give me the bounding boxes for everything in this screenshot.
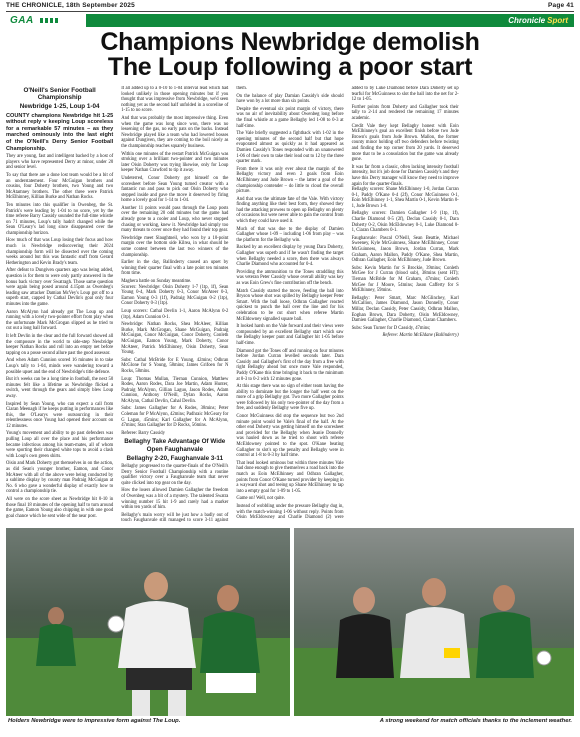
article-paragraph: How much of that was Loup losing their focus and how much is Newbridge rediscovering their 2024 championship form will be dissected over the coming weeks around but this was fantastic stuff from Gerard Hetherington and Kevin Brady's team.: [6, 238, 114, 266]
section-word-chronicle: Chronicle: [508, 16, 546, 25]
article-paragraph: From there it was only ever about the margin of the Bellaghy victory and even 2 goals from Eoin McElhinney and Jude Brown – the latter a goal of the championship contender – do little to cloud the overall picture.: [236, 166, 344, 195]
article-paragraph: Bellaghy's main worry will be just how a badly out of touch Faughanvale still managed to score 3-11 against them.: [121, 86, 247, 524]
article-paragraph: It left Devlin in the clear and the full forward showed all the composure in the world to side-step Newbridge keeper Nathan Rocks and roll into an empty net before tapping on a posse second allure past the good assessor.: [6, 333, 114, 356]
subs-newbridge: Subs: Cathal McBride for E Young, 42mins; Odhran McGlone for S Young, 58mins; James Grifoen for N Rocks, 58mins.: [121, 357, 229, 374]
article-paragraph: And when Adam Cunnion scored 16 minutes in to take Loup's tally to 1-04, minds were wandering toward a possible upset and the end of Newbridge's title defence.: [6, 358, 114, 375]
article-paragraph: It looked harsh on the Vale forward and their views were compounded by an excellent Bellaghy start which saw the Bellaghy keeper punt and Gallagher hit 1-05 before half-time.: [236, 324, 344, 346]
section-word-sport: Sport: [547, 16, 568, 25]
photo-newbridge-match: [6, 528, 290, 716]
scorers-newbridge: Scorers: Newbridge: Oisin Doherty 1-7 (1tp, 1f), Sean Young 0-4, Mark Doherty 0-3, Conor McAteer 0-3, Eamon Young 0-3 (1f), Padraig McGuigan 0-2 (1tp), Conor Doherty 0-3 (1tp).: [121, 284, 229, 307]
section-label: [508, 14, 574, 27]
article-paragraph: And that was the ultimate fate of the Vale. With victory finding anything like their best form, they showed they had the attacking prowess to open up Bellaghy on plenty of occasions but were never able to gain the control from which they could have used it.: [236, 196, 344, 225]
article-paragraph: Young's movement and ability to go past defenders was pulling Loup all over the place and his performance became infectious among his team-mates, all of whom were sporting their changed white tops to avoid a clash with Loup's own green shirts.: [6, 431, 114, 459]
photo-right-image: [294, 528, 574, 716]
photo-left-image: [6, 528, 290, 716]
article-paragraph: On the balance of play Damian Cassidy's side should have won by a lot more than six points.: [236, 93, 344, 105]
article-paragraph: Diamond got the Tones off and running on four minutes before Jordan Curran levelled seconds later. Dara Cassidy and Gallagher's first of the day from a free with right Bellaghy ahead but once more Vale responded, Paddy O'Kane this time bringing it back to the minimum at 0-3 to 0-2 with 12 minutes gone.: [236, 348, 344, 382]
article-paragraph: It all added up to a 0-10 to 1-04 interval lead which had looked unlikely in those opening minutes but if you thought that was impressive from Newbridge, we'd seen nothing yet as the second half unfolded in a scoreline of 1-15 to no score.: [121, 86, 229, 114]
article-paragraph: Game on! Well, not quite.: [236, 496, 285, 502]
team-bellaghy: Bellaghy: Peter Smart, Marc McGlinchey, Karl McCallion, James Diamond, Jason Donnelly, Conor Millar, Declan Cassidy, Peter Cassidy, Odhran Mallon, Eoghan Brown, Dara Doherty, Oisin McEldowney, Damien Gallagher, Charlie Diamond, Ciaran Chambers.: [351, 295, 459, 324]
article-paragraph: At this stage there was no sign of either team having the ability to dominate but the longer the half went on the more of a grip Bellaghy got. Two more Gallagher points were followed by his only two-pointer of the day from a free, and suddenly Bellaghy were five up.: [236, 384, 344, 412]
article-paragraph: Credit Vale they kept Bellaghy honest with Eoin McElhinney's goal an excellent finish before two Jude Brown's goals from Jude Brown. Mallon, the former county minor holding off two defenders before twisting and finding the top corner from 20 yards. It deserved more that to be a consolation but the game was already gone.: [351, 123, 459, 163]
article-paragraph: Within one minutes of the restart Patrick McGuigan was stroking over a brilliant two-pointer and two minutes later Oisin Doherty was trying likewise, only for Loup keeper Nathan Crawford to tip it away.: [121, 151, 229, 174]
article-paragraph: But it's weeks can be a long time in football, the next 50 minutes felt like a lifetime as Newbridge flicked a switch, went through the gears and simply blew Loup away.: [6, 377, 114, 399]
subs-bellaghy: Subs: Sean Turner for D Cassidy, 47mins;: [351, 325, 431, 331]
article-paragraph: Much of that was due to the display of Damien Gallagher whose 1-09 – including 1-06 from play – was the platform for the Bellaghy win.: [236, 226, 344, 243]
referee-2: Referee: Martin McEldane (Ballinderry): [382, 333, 459, 339]
article-paragraph: And that was probably the most impressive thing. Even when the game was long since won, there was no lessening of the gas, no early pats on the backs. Instead Newbridge played like a team who had lowered bosses against Dungiven, they are coming to the boil nicely as the championship reaches squarely business.: [121, 115, 229, 149]
gaa-logo: [6, 14, 86, 27]
article-kicker: O'Neill's Senior Football Championship: [23, 87, 96, 102]
article-paragraph: After defeat to Dungiven quarters ago was being added, question is for them to were only partly answered in the bonus back victory over Swatragh. Those same question were again being posed around 4.15pm as Owenbeg's leading saw attacker Damian McVey's Loup got off to a superb start, capped by Cathal Devlin's goal only four minutes into the game.: [6, 268, 114, 308]
headline-line1: Champions Newbridge demolish: [100, 28, 480, 56]
article-paragraph: It was far from a classic, often lacking intensity football intensity, but it's job done for Damien Cassidy's and they have this Derry manager will know they need to improve again for the quarter-finals.: [351, 164, 459, 187]
article-paragraph: Providing the ammunition to the Tones straddling this was veteran Peter Cassidy whose overall ability was key as was Eoin Grew's fine contribution off the bench.: [236, 269, 344, 286]
headline-line2: The Loup following a poor start: [107, 53, 473, 81]
article-score-line: Newbridge 1-25, Loup 1-04: [19, 103, 100, 111]
page-headline: [6, 30, 574, 80]
article-paragraph: Another 11 points would pass through the Loup posts over the remaining 20 odd minutes but the game had already gone to a cooler and Loup, who never stopped chasing or working, knew it. Newbridge had simply too many threats to cover once they had found their top gear.: [121, 205, 229, 234]
article-paragraph: Bellaghy progressed to the quarter-finals of the O'Neill's Derry Senior Football Championship with a routine qualifier victory over a Faughanvale team that never quite clicked into top gear on the day.: [121, 464, 229, 486]
article-lead: COUNTY champions Newbridge hit 1-25 without reply v keeping Loup scoreless for a remarkable 57 minutes – as they marched ominously into the last eight of the O'Neill's Derry Senior Football Championship.: [6, 112, 114, 152]
subs-faughanvale: Subs: Kevin Martin for S Brockie, 39mins; Conleth McGee for J Curran (blood sub), 38mins (sent HT); Tiernan McBride for M Graham, 47mins; Conleth McGee for J Moore, 54mins; Jason Cafferty for S McElhinney, 59mins.: [351, 265, 459, 294]
scorers-bellaghy: Bellaghy scorers: Damien Gallagher 1-9 (1tp, 1f), Charlie Diamond 0-5 (2f), Declan Cassidy 0-1, Dara Doherty 0-2, Oisin McEldowney 0-1, Luke Diamond 0-1, Ciaran Chambers 0-1.: [351, 211, 459, 234]
stripe-decoration: [40, 18, 58, 23]
article-paragraph: The Vale briefly suggested a fightback with 1-02 in the opening minutes of the second half but that hope evaporated almost as quickly as it had appeared as Damien Cassidy's Tones responded with an unanswered 1-06 of their own to take their lead out to 12 by the three quarter mark.: [236, 131, 344, 165]
gaa-label: GAA: [10, 15, 34, 26]
page-meta: [6, 0, 574, 12]
article-paragraph: Ten minutes into this qualifier in Owenbeg, the St. Patrick's were leading by 1-04 to no score, yet by the time referee Barry Cassidy sounded the full-time whistle on 71 minutes, Loup's tally hadn't changed while the Sean O'Leary's lad long since disappeared over the championship horizon.: [6, 202, 114, 236]
article-paragraph: How the losers allowed Damien Gallagher the freedom of Owenbeg was a bit of a mystery. The talented Swatra winning number 15 hit 1-9 and rarely had a marker within ten yards of him.: [121, 488, 229, 511]
team-faughanvale: Faughanvale: Pascal O'Neill, Sean Beattie, Michael Sweeney, Kyle McGuinness, Shane McElhinney, Conor McGuinness, Jason Brown, Jordan Curran, Mark Graham, Aaron Mallon, Paddy O'Kane, Shea Martin, Odhran Gallagher, Eoin McElhinney, Jude Brown.: [351, 235, 459, 264]
article-paragraph: Match Cassidy started the move, feeding the ball into Bryson whose shot was spilled by Bellaghy keeper Peter Smart. With the ball loose, Odhran Gallagher reacted quickest to punch the ball over the line and for his celebration to be cut short when referee Martin McEldowney signalled square ball.: [236, 288, 344, 322]
team-newbridge: Newbridge: Nathan Rocks, Shea McAleer, Killian Burke, Mark McGrogan, Shane McGuigan, Padraig McGuigan, Conor McGuigan, Conor Doherty, Conleth McGuigan, Eamon Young, Mark Doherty, Conor McAteer, Patrick McElhinney, Oisin Doherty, Sean Young.: [121, 322, 229, 356]
article-paragraph: Newbridge meet Slaughtneil, who won by a 10-point margin over the bottom side Kilrea, in what should be some contest between the last two winners of the championship.: [121, 235, 229, 258]
article-paragraph: Backed by an excellent display by young Dara Doherty, Gallagher was superb and if he wasn't finding the target when Bellaghy needed a score, then there was always Charlie Diamond who accounted for 0-4.: [236, 245, 344, 268]
publication-date: THE CHRONICLE, 18th September 2025: [6, 2, 135, 9]
referee-1: Referee: Barry Cassidy: [121, 430, 165, 436]
article-paragraph: Aaron McAlynn had already got The Loup up and running with a lovely two-pointer effort from play when the unfortunate Mark McGrogan slipped as he tried to cut out a long ball forward.: [6, 309, 114, 332]
photo-officials: [294, 528, 574, 716]
article-paragraph: Inspired by Sean Young, who can expect a call from Ciaran Meenagh if he keeps putting in performances like this, the O'Learys were outsourcing in their relentlessness once Young had opened their account on 12 minutes.: [6, 401, 114, 429]
article-body: [6, 86, 574, 526]
scorers-faughanvale: Bellaghy scorers: Shane McElhinney 1-0, Jordan Curran 0-1, Paddy O'Kane 0-4 (2f), Conor McGuinness 0-1, Eoin McElhinney 1-1, Shea Martin 0-1, Kevin Martin 0-1, Jude Brown 1-0.: [351, 187, 459, 209]
article-paragraph: Oisin and Mark Doherty got themselves in on the action, as did Sean's younger brother, Eamon, and Conor McAteer with all of the above were being conducted by a sublime display by county man Padraig McGuigan at No. 6 who gave a wonderful display of exactly how to control a championship tie.: [6, 461, 114, 495]
article-paragraph: That lead looked ominous but within three minutes Vale had done enough to give themselves a road back into the match as Eoin McElhinney and Odhran Gallagher, points from Conor O'Kane turned provider by keeping in a wayward shot and teeing up Shane McElhinney to tap into a empty goal for 1-09 to 1-05.: [236, 460, 344, 494]
subs-loup: Subs: James Gallagher for A Rodes, 38mins; Peter Coleman for P McAlynn, 42mins; Padhraic McGeary for G Lagan, 45mins; Karl Gallagher for A McAlynn, 47mins; Stan Gallagher for D Rocks, 56mins.: [121, 406, 229, 429]
photo-right-caption: A strong weekend for match officials thanks to the inclement weather.: [379, 718, 572, 724]
section-header-bar: [6, 14, 574, 27]
article-paragraph: They are young, fast and intelligent backed by a host of players who have represented Derry at minor, under 20 and senior level.: [6, 154, 114, 171]
article-paragraph: Further points from Doherty and Gallagher took their tally to 2-14 and rendered the remaining 17 minutes academic.: [351, 104, 459, 121]
sub-score-bellaghy: Bellaghy 2-20, Faughanvale 3-11: [126, 454, 224, 462]
article-paragraph: Earlier in the day, Ballinderry caused an upset by winning their quarter final with a late point ten minutes from time.: [121, 260, 229, 277]
article-paragraph: To say that there are a done lost team would be a bit of an understatement. Four McGuigan brothers and cousins, four Doherty brothers, two Young and two McAtamney brothers. The other three were Patrick McElhinney, Killian Burke and Nathan Rocks.: [6, 172, 114, 201]
article-paragraph: Conor McGuinness did stop the sequence but two 2nd minute point would be Vale's final of the half. At the other end Doherty was getting himself on the scoresheet and provided for the Bellaghy when Jeanie Donnelly was hauled down as he tried to shoot with referee McEldowney pointed to the spot. O'Kane beating Gallagher to slot's up the penalty and Bellaghy were in control at 1-8 to 0-3 by half time.: [236, 414, 344, 459]
scorers-loup: Loup scorers: Cathal Devlin 1-1, Aaron McAlynn 0-2 (1tp), Adam Cunnion 0-1.: [121, 308, 229, 320]
article-paragraph: Instead of wobbling under the pressure Bellaghy dug in, with the match-winning 1-06 without reply. Points from Oisin McEldowney and Charlie Diamond (2) were added to by Luke Diamond before Dara Doherty set up tearful for McGuinness to slot the ball into the net for 2-12 to 1-05.: [236, 86, 459, 521]
team-loup: Loup: Thomas Mullan, Tiernan Cunnion, Matthew Rodes, Aaron Rodes, Dara Joe Martin, Adam Hunter, Padraig McAlynn, Gillian Laguo, Jason Rodes, Adam Cunnion, Anthony O'Neill, Dylan Rocks, Aaron McAlynn, Cathal Devlin, Cahal Devlin.: [121, 376, 229, 404]
article-paragraph: Despite the eventual six point margin of victory, there was no air of inevitability about Owenbeg long before the final whistle at a game Bellaghy led 1-08 to 0-3 at half-time.: [236, 106, 344, 129]
page-number: Page 41: [548, 2, 574, 9]
sub-headline-bellaghy: Bellaghy Take Advantage Of Wide Open Faughanvale: [124, 438, 226, 453]
article-paragraph: Undeterred, Conor Doherty got himself on the scoresheet before Sean Young turned creator with a fantastic run and pass to pick out Oisin Doherty who stepped inside and gave the move it deserved by firing home a lovely goal for 1-14 to 1-04.: [121, 175, 229, 204]
article-paragraph: All were on the score sheet as Newbridge hit 0-10 in those final 18 minutes of the opening half to turn around the game, Eamon Young also chipping in with one good goal chance which he sent wide of the near post.: [6, 497, 114, 519]
photo-left-caption: Holders Newbridge were to impressive form against The Loup.: [8, 718, 181, 724]
article-paragraph: Maghera battle on Sunday meantime.: [121, 279, 192, 284]
